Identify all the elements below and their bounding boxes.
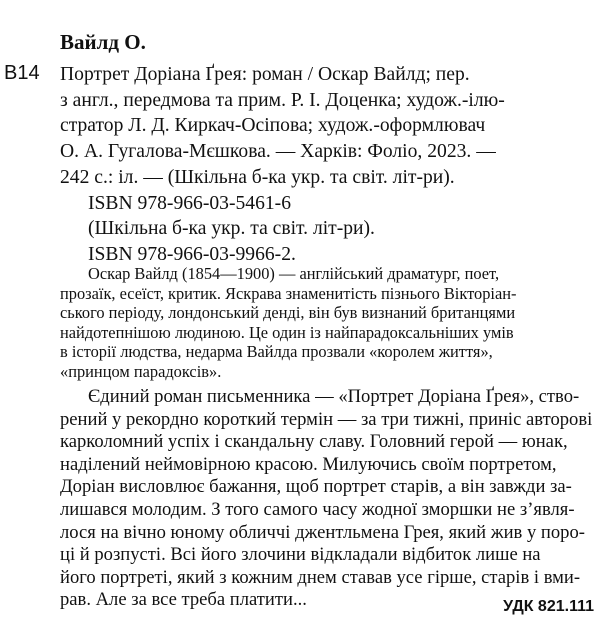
library-code: В14 (4, 62, 40, 84)
bibliographic-record (60, 62, 596, 268)
annotation-line: ці й розпусті. Всі його злочини відкладали відбиток лише на (60, 544, 541, 566)
annotation-line: лишався молодим. З того самого часу жодної зморшки не з’явля- (60, 498, 575, 520)
record-line: стратор Л. Д. Киркач-Осіпова; худож.-оформлювач (60, 115, 486, 137)
annotation-line: «принцом парадоксів». (60, 361, 222, 381)
record-line: Портрет Доріана Ґрея: роман / Оскар Вайлд; пер. (60, 64, 470, 85)
annotation-line: прозаїк, есеїст, критик. Яскрава знаменитість пізнього Вікторіан- (60, 283, 517, 303)
annotation-line: Доріан висловлює бажання, щоб портрет старів, а він завжди за- (60, 476, 572, 498)
isbn-line: ISBN 978-966-03-5461-6 (88, 192, 291, 214)
udc-code: УДК 821.111 (503, 598, 594, 615)
annotation-line: рав. Але за все треба платити... (60, 589, 307, 611)
series-line: (Шкільна б-ка укр. та світ. літ-ри). (88, 218, 375, 240)
annotation-line: рений у рекордно короткий термін — за три тижні, приніс авторові (60, 408, 593, 430)
annotation-line: карколомний успіх і скандальну славу. Головний герой — юнак, (60, 431, 568, 453)
isbn-line: ISBN 978-966-03-9966-2. (88, 243, 296, 265)
annotation-line: наділений неймовірною красою. Милуючись своїм портретом, (60, 453, 557, 475)
annotation-line: найдотепнішою людиною. Це один із найпарадоксальніших умів (60, 322, 514, 342)
record-line: з англ., передмова та прим. Р. І. Доценка; худож.-ілю- (60, 89, 505, 111)
annotation-line: Єдиний роман письменника — «Портрет Доріана Ґрея», ство- (88, 386, 580, 407)
record-line: О. А. Гугалова-Мєшкова. — Харків: Фоліо, 2023. — (60, 141, 496, 163)
annotation-line: його портреті, який з кожним днем ставав усе гірше, старів і вми- (60, 566, 581, 588)
annotation-line: Оскар Вайлд (1854—1900) — англійський драматург, поет, (88, 264, 500, 283)
annotation-paragraph-novel (60, 386, 598, 612)
author-heading: Вайлд О. (60, 30, 146, 54)
annotation-line: лося на вічно юному обличчі джентльмена Грея, який жив у поро- (60, 521, 585, 543)
record-line: 242 с.: іл. — (Шкільна б-ка укр. та світ. літ-ри). (60, 166, 455, 188)
annotation-paragraph-author (60, 264, 598, 382)
annotation-line: ського періоду, лондонський денді, він був визнаний британцями (60, 303, 516, 323)
annotation-line: в історії людства, недарма Вайлда прозвали «королем життя», (60, 342, 493, 362)
